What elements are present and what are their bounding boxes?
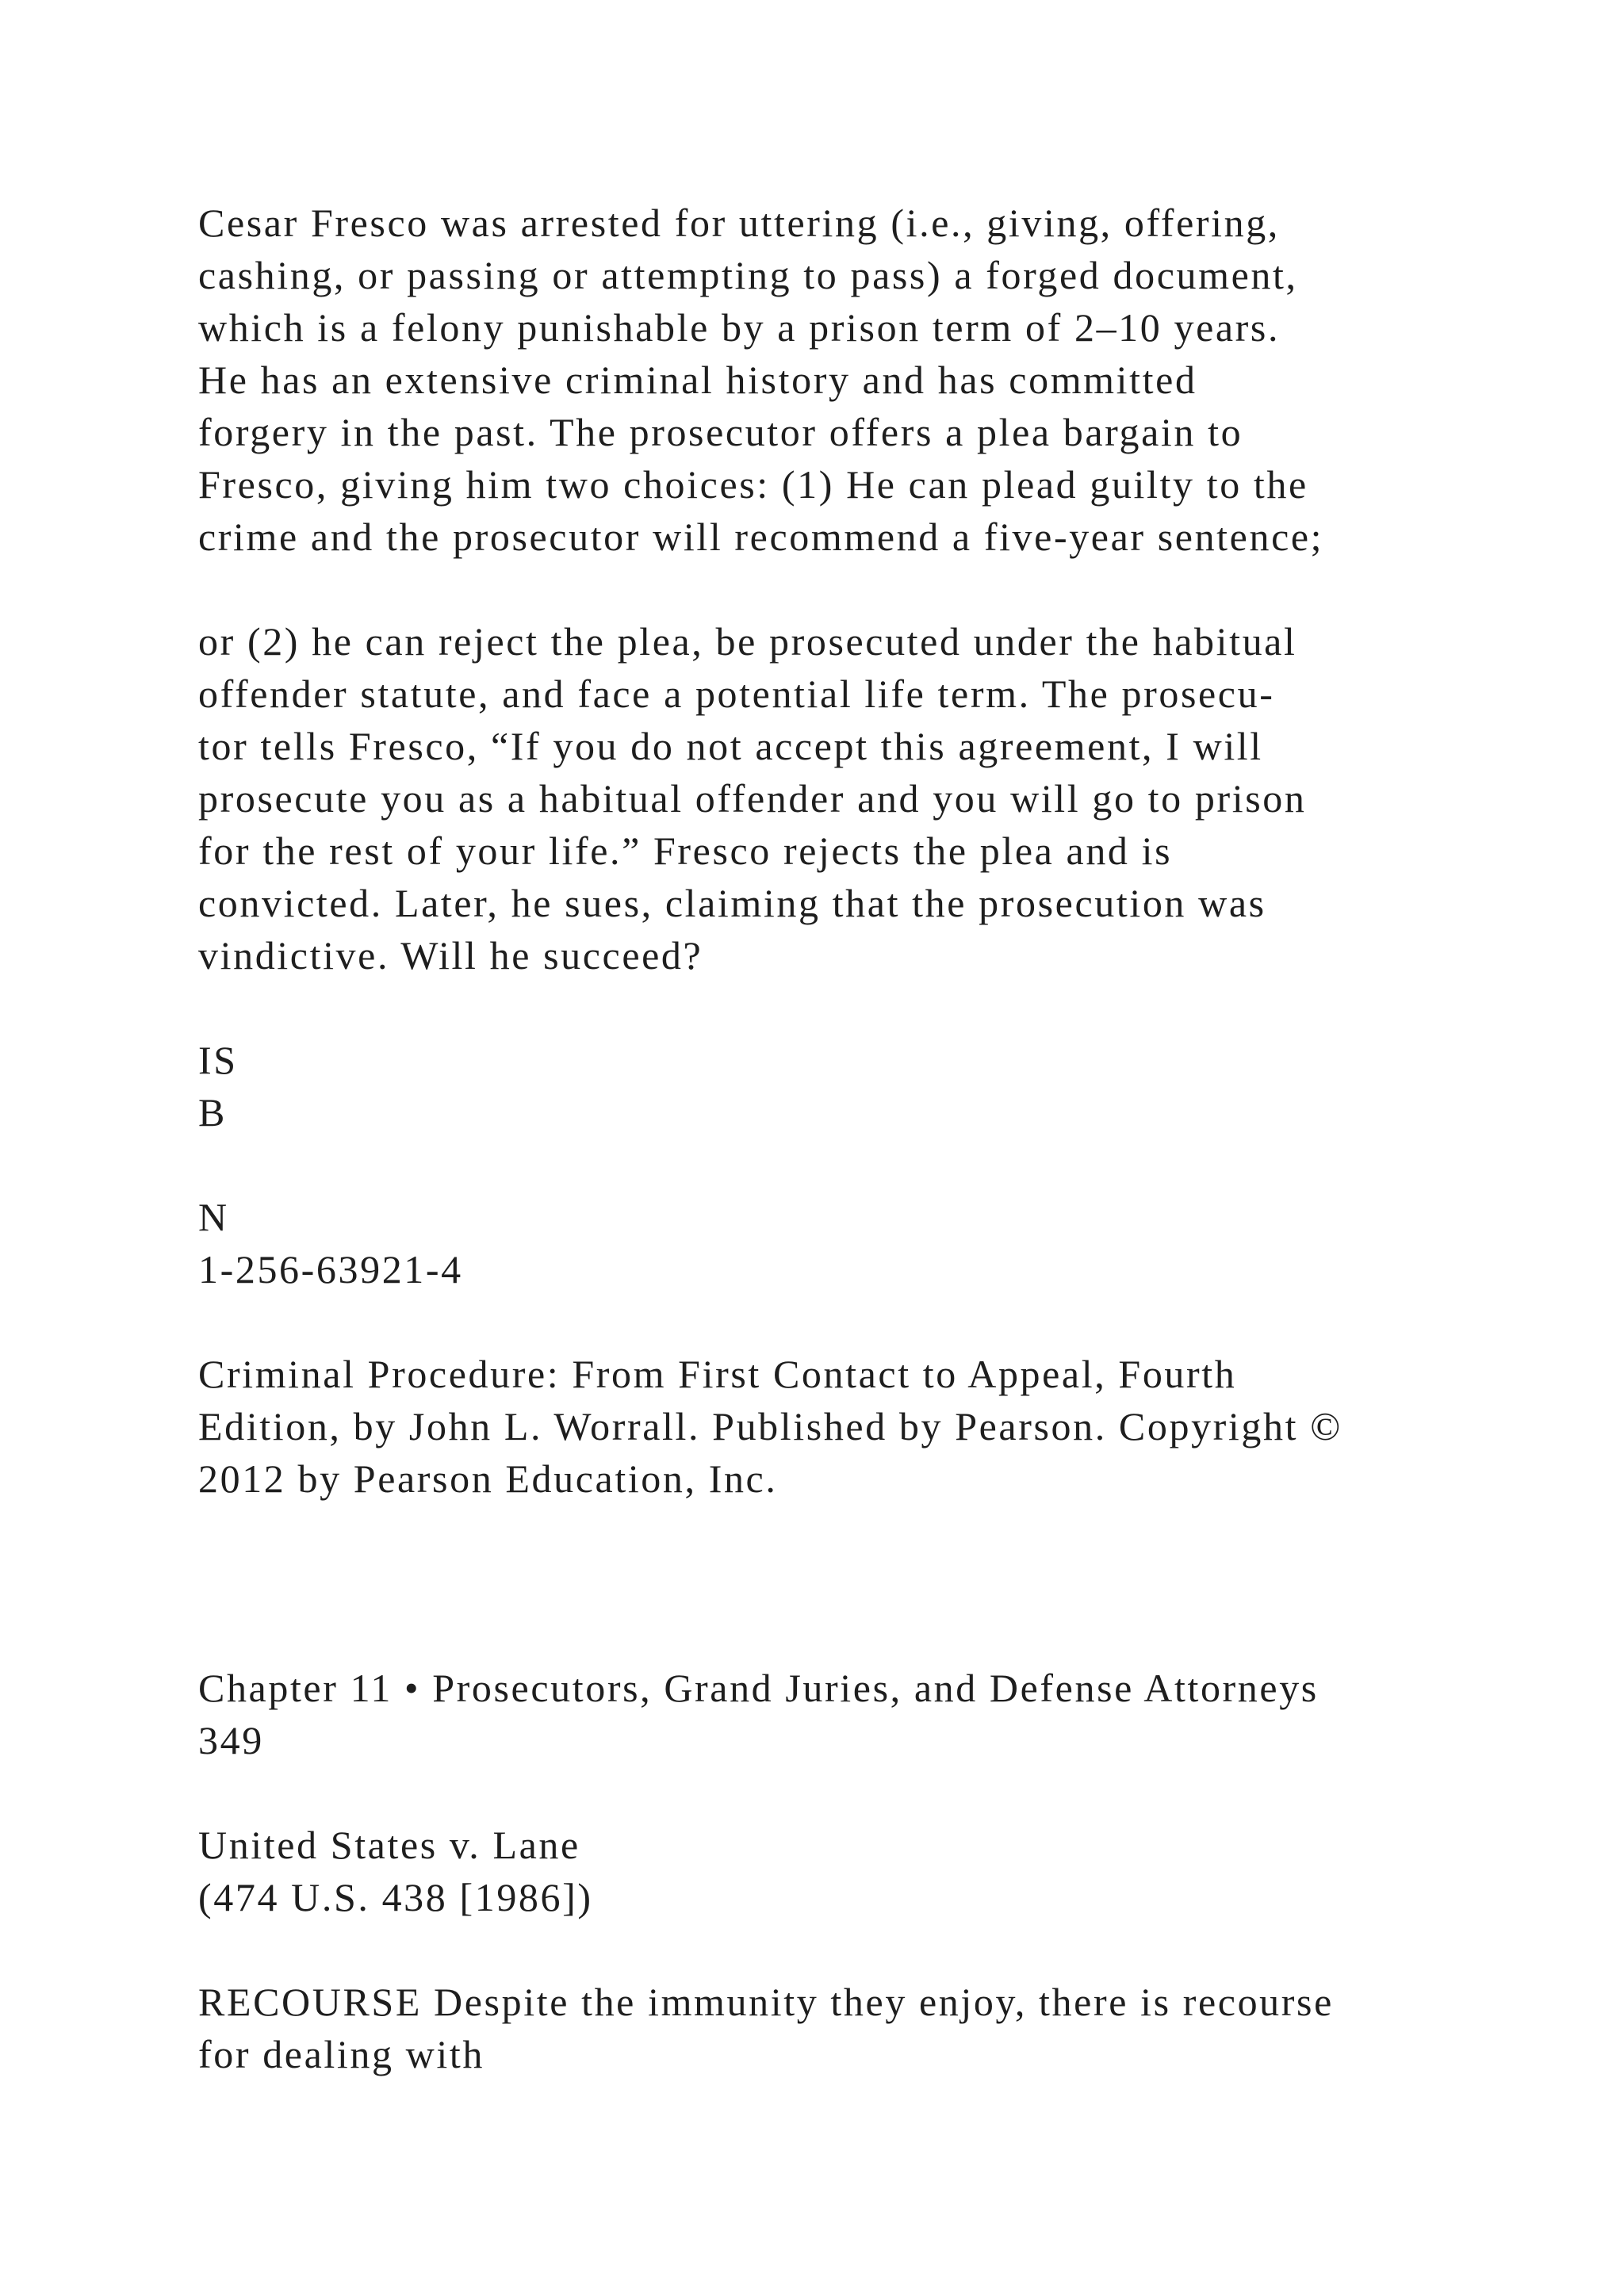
isbn-fragment-1: IS B (198, 1038, 238, 1135)
copyright-notice: Criminal Procedure: From First Contact to Appeal, Fourth Edition, by John L. Worrall. Published by Pearson. Copyright © 2012 by Pearson Education, Inc. (198, 1352, 1342, 1501)
isbn-fragment-2: N 1-256-63921-4 (198, 1195, 463, 1292)
scenario-paragraph-part-1: Cesar Fresco was arrested for uttering (i.e., giving, offering, cashing, or passing or attempting to pass) a forged document, which is a felony punishable by a prison term of 2–10 years. He has an extensive criminal history and has committed forgery in the past. The prosecutor offers a plea bargain to Fresco, giving him two choices: (1) He can plead guilty to the crime and the prosecutor will recommend a five-year sentence; (198, 201, 1324, 559)
chapter-header: Chapter 11 • Prosecutors, Grand Juries, and Defense Attorneys 349 (198, 1666, 1319, 1762)
case-citation: United States v. Lane (474 U.S. 438 [1986]) (198, 1823, 593, 1919)
scenario-paragraph-part-2: or (2) he can reject the plea, be prosecuted under the habitual offender statute, and face a potential life term. The prosecu- tor tells Fresco, “If you do not accept this agreement, I will prosecute you as a habitual offender and you will go to prison for the rest of your life.” Fresco rejects the plea and is convicted. Later, he sues, claiming that the prosecution was vindictive. Will he succeed? (198, 619, 1307, 978)
recourse-paragraph: RECOURSE Despite the immunity they enjoy, there is recourse for dealing with (198, 1980, 1334, 2076)
